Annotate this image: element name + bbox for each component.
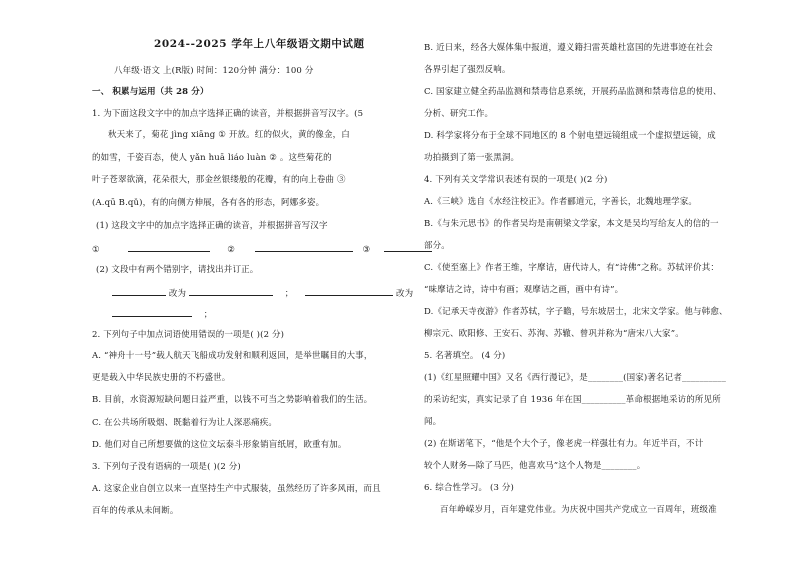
question-6-passage-line-1: 百年峥嵘岁月，百年建党伟业。为庆祝中国共产党成立一百周年，班级准 bbox=[440, 505, 717, 515]
question-6-stem: 6. 综合性学习。 (3 分) bbox=[424, 483, 515, 493]
question-1-sub-1: (1) 这段文字中的加点字选择正确的读音，并根据拼音写汉字 bbox=[96, 221, 328, 231]
question-3-option-d-line-2: 功拍摄到了第一张黑洞。 bbox=[424, 153, 520, 163]
question-5-part-1-line-3: 闻。 bbox=[424, 417, 442, 427]
question-1-sub-2: (2) 文段中有两个错别字，请找出并订正。 bbox=[96, 265, 259, 275]
question-1-passage-line-2: 的如雪，千姿百态，使人 yǎn huā liáo luàn ② 。这些菊花的 bbox=[92, 153, 332, 163]
question-4-option-c-line-2: “味摩诘之诗，诗中有画；观摩诘之画，画中有诗”。 bbox=[424, 285, 624, 295]
correction-blank-1[interactable] bbox=[112, 286, 166, 296]
question-4-option-b-line-1: B.《与朱元思书》的作者吴均是南朝梁文学家，本文是吴均写给友人的信的一 bbox=[424, 219, 719, 229]
question-3-option-a-line-1: A. 这家企业自创立以来一直坚持生产中式服装，虽然经历了许多风雨，而且 bbox=[92, 484, 381, 494]
question-4-stem: 4. 下列有关文学常识表述有误的一项是( )(2 分) bbox=[424, 175, 608, 185]
question-2-option-d: D. 他们对自己所想要做的这位文坛泰斗形象销盲纸屑，欧重有加。 bbox=[92, 440, 347, 450]
question-4-option-a: A.《三峡》选自《水经注校正》。作者郦道元，字善长，北魏地理学家。 bbox=[424, 197, 698, 207]
blank-3-label: ③ bbox=[362, 245, 371, 255]
question-3-option-b-line-1: B. 近日来，经各大媒体集中报道，遵义籍扫雷英雄杜富国的先进事迹在社会 bbox=[424, 43, 713, 53]
semicolon: ； bbox=[284, 289, 294, 299]
question-4-option-d-line-1: D.《记承天寺夜游》作者苏轼，字子瞻，号东坡居士，北宋文学家。他与韩愈、 bbox=[424, 307, 728, 317]
question-2-option-a-line-1: A. “神舟十一号”载人航天飞船成功发射和顺利返回，是举世瞩目的大事， bbox=[92, 351, 373, 361]
question-3-option-c-line-1: C. 国家建立健全药品监测和禁毒信息系统，开展药品监测和禁毒信息的使用、 bbox=[424, 87, 722, 97]
exam-meta: 八年级·语文 上(R版) 时间：120分钟 满分：100 分 bbox=[114, 66, 314, 76]
change-to-label: 改为 bbox=[168, 289, 187, 299]
question-3-option-b-line-2: 各界引起了强烈反响。 bbox=[424, 65, 511, 75]
question-5-part-1-line-1: (1)《红星照耀中国》又名《西行漫记》，是________(国家)著名记者__________ bbox=[424, 373, 726, 383]
correction-blank-2[interactable] bbox=[189, 286, 273, 296]
question-2-option-c: C. 在公共场所吸烟、既黏着行为让人深恶痛疾。 bbox=[92, 418, 278, 428]
question-1-correction-line-2 bbox=[112, 307, 212, 321]
question-1-answer-blanks bbox=[92, 242, 432, 256]
blank-2[interactable] bbox=[255, 242, 353, 252]
question-1-passage-line-3: 叶子苍翠欲滴，花朵很大，那金丝银缕般的花瓣，有的向上卷曲 ③ bbox=[92, 175, 346, 185]
question-3-option-c-line-2: 分析、研究工作。 bbox=[424, 109, 494, 119]
correction-blank-3[interactable] bbox=[305, 286, 393, 296]
question-5-stem: 5. 名著填空。 (4 分) bbox=[424, 351, 506, 361]
question-5-part-1-line-2: 的采访纪实，真实记录了自 1936 年在国__________革命根据地采访的所见所 bbox=[424, 395, 721, 405]
correction-blank-4[interactable] bbox=[112, 307, 192, 317]
question-5-part-2-line-2: 较个人财务—除了马匹，他喜欢马”这个人物是________。 bbox=[424, 461, 646, 471]
blank-1[interactable] bbox=[128, 242, 210, 252]
question-1-correction-line-1 bbox=[112, 286, 413, 300]
question-2-option-b: B. 目前，水资源短缺问题日益严重，以钱不可当之势影响着我们的生活。 bbox=[92, 395, 373, 405]
blank-2-label: ② bbox=[227, 245, 235, 255]
question-4-option-c-line-1: C.《使至塞上》作者王维，字摩诘，唐代诗人，有“诗佛”之称。苏轼评价其： bbox=[424, 263, 719, 273]
question-2-stem: 2. 下列句子中加点词语使用错误的一项是( )(2 分) bbox=[92, 330, 285, 340]
question-1-stem: 1. 为下面这段文字中的加点字选择正确的读音，并根据拼音写汉字。(5 bbox=[92, 109, 364, 119]
question-4-option-b-line-2: 部分。 bbox=[424, 241, 450, 251]
exam-title: 2024--2025 学年上八年级语文期中试题 bbox=[154, 38, 365, 50]
question-3-option-d-line-1: D. 科学家将分布于全球不同地区的 8 个射电望远镜组成一个虚拟望远镜，成 bbox=[424, 131, 716, 141]
question-2-option-a-line-2: 更是载入中华民族史册的不朽盛世。 bbox=[92, 373, 231, 383]
change-to-label: 改为 bbox=[395, 289, 414, 299]
semicolon: ； bbox=[203, 310, 213, 320]
question-5-part-2-line-1: (2) 在斯诺笔下，“他是个大个子，像老虎一样强壮有力。年近半百，不计 bbox=[424, 439, 704, 449]
question-4-option-d-line-2: 柳宗元、欧阳修、王安石、苏洵、苏辙、曾巩并称为“唐宋八大家”。 bbox=[424, 329, 684, 339]
blank-1-label: ① bbox=[92, 245, 100, 255]
question-3-stem: 3. 下列句子没有语病的一项是( )(2 分) bbox=[92, 462, 241, 472]
question-1-passage-line-1: 秋天来了，菊花 jìng xiāng ① 开放。红的似火，黄的像金，白 bbox=[108, 130, 350, 140]
question-3-option-a-line-2: 百年的传承从未间断。 bbox=[92, 506, 179, 516]
section-heading: 一、 积累与运用（共 28 分） bbox=[92, 87, 209, 97]
question-1-passage-line-4: (A.qū B.qǔ)，有的向侧方伸展，各有各的形态，阿娜多姿。 bbox=[92, 198, 325, 208]
